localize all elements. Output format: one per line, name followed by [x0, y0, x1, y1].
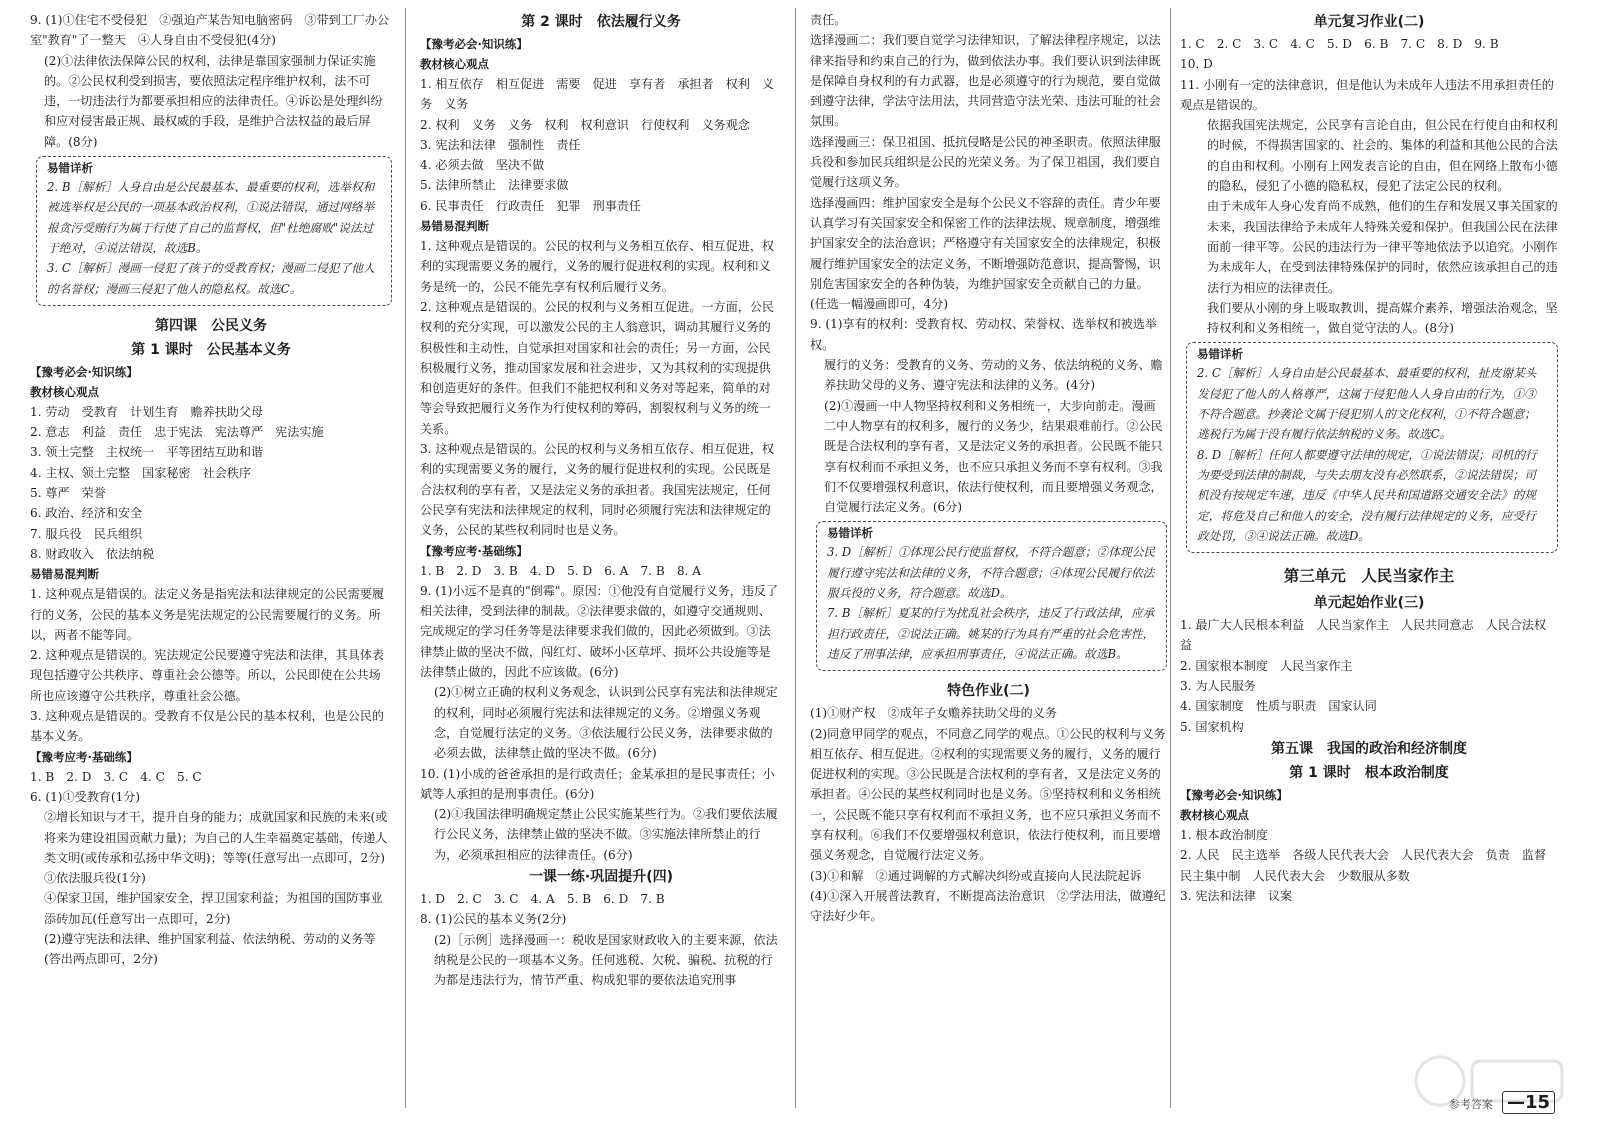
answer-q9-2: (2)①法律依法保障公民的权利，法律是靠国家强制力保证实施的。②公民权利受到损害，要依照法定程序维护权利，法不可违，一切违法行为都要承担相应的法律责任。④诉讼是处理纠纷和应对侵害最正规、最权威的手段，是维护合法权益的最后屏障。(8分) [44, 53, 383, 149]
error-analysis-box [816, 521, 1167, 671]
section-tag: 【豫考应考·基础练】 [420, 543, 528, 558]
answer-q10: (2)①我国法律明确规定禁止公民实施某些行为。②我们要依法履行公民义务，法律禁止做的坚决不做。③实施法律所禁止的行为，必须承担相应的法律责任。(6分) [434, 807, 778, 862]
core-item: 7. 服兵役 民兵组织 [30, 526, 143, 541]
core-item: 5. 法律所禁止 法律要求做 [420, 178, 569, 193]
section-tag: 【豫考必会·知识练】 [30, 364, 138, 379]
answer-continued: 选择漫画四：维护国家安全是每个公民义不容辞的责任。青少年要认真学习有关国家安全和保密工作的法律法规、规章制度，增强维护国家安全的法治意识；严格遵守有关国家安全的法律规定，积极履行维护国家安全的法定义务，不断增强防范意识，提高警惕，识别危害国家安全的各种伪装，为维护国家安全贡献自己的力量。 [810, 195, 1161, 291]
subsection-label: 教材核心观点 [420, 57, 489, 71]
page-footer [1449, 1092, 1555, 1113]
section-tag: 【豫考应考·基础练】 [30, 749, 138, 764]
footer-label: 参考答案 [1448, 1098, 1493, 1111]
answer-continued: 责任。 [810, 13, 847, 27]
start-item: 2. 国家根本制度 人民当家作主 [1180, 658, 1353, 673]
subsection-label: 易错易混判断 [420, 219, 489, 234]
answer-q9: 履行的义务：受教育的义务、劳动的义务、依法纳税的义务、赡养扶助父母的义务、遵守宪法和法律的义务。(4分) [824, 358, 1163, 393]
core-item: 2. 权利 义务 义务 权利 权利意识 行使权利 义务观念 [420, 117, 750, 132]
answer-continued: (任选一幅漫画即可，4分) [810, 297, 949, 312]
answer-q9: 9. (1)小远不是真的"倒霉"。原因：①他没有自觉履行义务，违反了相关法律，受到法律的制裁。②法律要求做的，如遵守交通规则、完成规定的学习任务等是法律要求我们做的，因此必须做到。③法律禁止做的坚决不做，闯红灯、破坏小区草坪、损坏公共设施等是法律禁止做的，因此不应该做。(6分) [420, 583, 779, 680]
answer-q9: (2)①漫画一中人物坚持权利和义务相统一，大步向前走。漫画二中人物享有的权利多，履行的义务少，结果艰难前行。②公民既是合法权利的享有者，又是法定义务的承担者。公民既不能只享有权利而不承担义务，也不应只承担义务而不享有权利。③我们不仅要增强权利意识，依法行使权利，而且要增强义务观念，自觉履行法定义务。(6分) [824, 398, 1163, 515]
mc-answers: 10. D [1180, 57, 1213, 72]
lesson-title: 第四课 公民义务 [155, 317, 267, 334]
judge-item: 2. 这种观点是错误的。公民的权利与义务相互促进。一方面，公民权利的充分实现，可以激发公民的主人翁意识，调动其履行义务的积极性和主动性，自觉承担对国家和社会的责任；另一方面，公民积极履行义务，推动国家发展和社会进步，又为其权利的实现提供和创造更好的条件。但我们不能把权利和义务对等起来，简单的对等会导致把履行义务作为行使权利的筹码，割裂权利与义务的统一关系。 [420, 299, 775, 436]
answer-continued: 选择漫画二：我们要自觉学习法律知识，了解法律程序规定，以法律来指导和约束自己的行为，做到依法办事。我们要认识到法律既是保障自身权利的有力武器，也是必须遵守的行为规范，要自觉做到遵守法律，学法守法用法，共同营造守法光荣、违法可耻的社会氛围。 [810, 33, 1161, 129]
answer-q9: (2)①树立正确的权利义务观念，认识到公民享有宪法和法律规定的权利，同时必须履行宪法和法律规定的义务。②增强义务观念，自觉履行法定的义务。③依法履行公民义务，法律要求做的必须去做，法律禁止做的坚决不做。(6分) [434, 685, 778, 761]
subsection-label: 教材核心观点 [1180, 807, 1249, 822]
error-analysis-box [1186, 342, 1558, 553]
start-item: 5. 国家机构 [1180, 719, 1244, 734]
feature-item: (1)①财产权 ②成年子女赡养扶助父母的义务 [810, 706, 1057, 721]
answer-continued: 选择漫画三：保卫祖国、抵抗侵略是公民的神圣职责。依照法律服兵役和参加民兵组织是公民的光荣义务。为了保卫祖国，我们要自觉履行这项义务。 [810, 134, 1161, 190]
column-1 [30, 10, 392, 970]
core-item: 8. 财政收入 依法纳税 [30, 546, 155, 561]
core-item: 4. 必须去做 坚决不做 [420, 158, 545, 173]
start-item: 1. 最广大人民根本利益 人民当家作主 人民共同意志 人民合法权益 [1180, 618, 1547, 653]
error-analysis-box [36, 156, 392, 306]
judge-item: 1. 这种观点是错误的。公民的权利与义务相互依存、相互促进，权利的实现需要义务的履行，义务的履行促进权利的实现。权利和义务是统一的，公民不能先享有权利后履行义务。 [420, 239, 775, 294]
error-analysis-item: 7. B［解析］夏某的行为扰乱社会秩序，违反了行政法律，应承担行政责任，②说法正确。姚某的行为具有严重的社会危害性，违反了刑事法律，应承担刑事责任，④说法正确。故选B。 [827, 606, 1155, 661]
core-item: 6. 民事责任 行政责任 犯罪 刑事责任 [420, 198, 641, 213]
answer-q8: (2)［示例］选择漫画一：税收是国家财政收入的主要来源，依法纳税是公民的一项基本义务。任何逃税、欠税、骗税、抗税的行为都是违法行为，情节严重、构成犯罪的要依法追究刑事 [434, 932, 778, 988]
core-item: 5. 尊严 荣誉 [30, 486, 106, 501]
core-item: 1. 根本政治制度 [1180, 827, 1268, 842]
core-item: 2. 意志 利益 责任 忠于宪法 宪法尊严 宪法实施 [30, 425, 324, 440]
core-item: 2. 人民 民主选举 各级人民代表大会 人民代表大会 负责 监督 民主集中制 人民代表大会 少数服从多数 [1180, 848, 1559, 883]
lesson-title: 第五课 我国的政治和经济制度 [1271, 740, 1467, 757]
feature-item: (4)①深入开展普法教育，不断提高法治意识 ②学法用法，做遵纪守法好少年。 [810, 888, 1166, 924]
answer-q8: 8. (1)公民的基本义务(2分) [420, 912, 567, 927]
error-analysis-item: 2. C［解析］人身自由是公民最基本、最重要的权利，扯皮谢某头发侵犯了他人的人格尊严，这属于侵犯他人人身自由的行为，①③不符合题意。抄袭论文属于侵犯别人的文化权利，①不符合题意；逃税行为属于没有履行依法纳税的义务。故选C。 [1197, 366, 1537, 442]
mc-answers: 1. B 2. D 3. C 4. C 5. C [30, 769, 202, 784]
mc-answers: 1. C 2. C 3. C 4. C 5. D 6. B 7. C 8. D 9. B [1180, 37, 1499, 51]
start-item: 3. 为人民服务 [1180, 679, 1256, 694]
mc-answers: 1. B 2. D 3. B 4. D 5. D 6. A 7. B 8. A [420, 563, 701, 578]
column-divider [405, 8, 406, 1108]
period-title: 第 2 课时 依法履行义务 [521, 14, 681, 30]
error-analysis-title: 易错详析 [827, 526, 873, 541]
period-title: 第 1 课时 根本政治制度 [1289, 764, 1449, 781]
core-item: 1. 劳动 受教育 计划生育 赡养扶助父母 [30, 404, 264, 419]
answer-q10: 10. (1)小成的爸爸承担的是行政责任；金某承担的是民事责任；小斌等人承担的是刑事责任。(6分) [420, 766, 775, 801]
answer-q11: 11. 小刚有一定的法律意识，但是他认为未成年人违法不用承担责任的观点是错误的。 [1180, 77, 1554, 112]
section-title: 特色作业(二) [947, 683, 1030, 700]
answer-q6: (2)遵守宪法和法律、维护国家利益、依法纳税、劳动的义务等(答出两点即可，2分) [44, 931, 376, 967]
error-analysis-item: 2. B［解析］人身自由是公民最基本、最重要的权利，选举权和被选举权是公民的一项基本政治权利，①说法错误，通过网络举报贪污受贿行为属于行使了自己的监督权，但"杜绝腐败"说法过于绝对，④说法错误，故选B。 [47, 180, 375, 255]
subsection-label: 易错易混判断 [30, 567, 99, 582]
answer-q11: 由于未成年人身心发育尚不成熟，他们的生存和发展又事关国家的未来，我国法律给予未成年人特殊关爱和保护。但我国公民在法律面前一律平等。公民的违法行为一律平等地依法予以追究。小刚作为未成年人，在受到法律特殊保护的同时，依然应该承担自己的违法行为相应的法律责任。 [1207, 199, 1558, 295]
answer-q9-1: 9. (1)①住宅不受侵犯 ②强迫产某告知电脑密码 ③带到工厂办公室"教育"了一整天 ④人身自由不受侵犯(4分) [30, 13, 390, 48]
core-item: 3. 宪法和法律 议案 [1180, 888, 1293, 903]
mc-answers: 1. D 2. C 3. C 4. A 5. B 6. D 7. B [420, 891, 665, 906]
section-title: 一课一练·巩固提升(四) [528, 868, 674, 885]
section-title: 单元起始作业(三) [1313, 595, 1425, 612]
judge-item: 3. 这种观点是错误的。公民的权利与义务相互依存、相互促进，权利的实现需要义务的履行，义务的履行促进权利的实现。公民既是合法权利的享有者，又是法定义务的承担者。我国宪法规定，任何公民享有宪法和法律规定的权利，同时必须履行宪法和法律规定的义务，公民的某些权利同时也是义务。 [420, 442, 775, 538]
column-3 [810, 10, 1167, 926]
period-title: 第 1 课时 公民基本义务 [131, 341, 291, 358]
core-item: 3. 领土完整 主权统一 平等团结互助和谐 [30, 445, 264, 460]
feature-item: (3)①和解 ②通过调解的方式解决纠纷或直接向人民法院起诉 [810, 868, 1142, 883]
feature-item: (2)同意甲同学的观点，不同意乙同学的观点。①公民的权利与义务相互依存、相互促进。②权利的实现需要义务的履行，义务的履行促进权利的实现。③公民既是合法权利的享有者，又是法定义务的承担者。④公民的某些权利同时也是义务。⑤坚持权利和义务相统一，公民既不能只享有权利而不承担义务，也不应只承担义务而不享有权利。⑥我们不仅要增强权利意识，依法行使权利，而且要增强义务观念，自觉履行法定义务。 [810, 726, 1166, 863]
error-analysis-item: 3. C［解析］漫画一侵犯了孩子的受教育权；漫画二侵犯了他人的名誉权；漫画三侵犯了他人的隐私权。故选C。 [47, 261, 375, 296]
error-analysis-item: 3. D［解析］①体现公民行使监督权，不符合题意；②体现公民履行遵守宪法和法律的义务，不符合题意；④体现公民履行依法服兵役的义务，符合题意。故选D。 [827, 545, 1156, 601]
answer-q6: ④保家卫国，维护国家安全，捍卫国家利益；为祖国的国防事业添砖加瓦(任意写出一点即可，2分) [44, 891, 383, 926]
unit-title: 第三单元 人民当家作主 [1283, 567, 1455, 586]
judge-item: 2. 这种观点是错误的。宪法规定公民要遵守宪法和法律，其具体表现包括遵守公共秩序、尊重社会公德等。所以，公民即使在公共场所也应该遵守公共秩序，尊重社会公德。 [30, 648, 385, 703]
core-item: 4. 主权、领土完整 国家秘密 社会秩序 [30, 465, 251, 480]
section-tag: 【豫考必会·知识练】 [1180, 787, 1288, 802]
column-2 [420, 10, 782, 990]
answer-q6: ③依法服兵役(1分) [44, 871, 146, 886]
subsection-label: 教材核心观点 [30, 384, 99, 399]
answer-q11: 依据我国宪法规定，公民享有言论自由，但公民在行使自由和权利的时候，不得损害国家的、社会的、集体的利益和其他公民的合法的自由和权利。小刚有上网发表言论的自由，但在网络上散布小德的隐私，侵犯了小德的隐私权，侵犯了法定公民的权利。 [1207, 118, 1558, 194]
column-4 [1180, 10, 1558, 906]
error-analysis-item: 8. D［解析］任何人都要遵守法律的规定，①说法错误；司机的行为要受到法律的制裁，与失去朋友没有必然联系，②说法错误；司机没有按规定车速，违反《中华人民共和国道路交通安全法》的规定，将危及自己和他人的安全，没有履行法律规定的义务，应受行政处罚，③④说法正确。故选D。 [1197, 447, 1537, 543]
section-tag: 【豫考必会·知识练】 [420, 37, 528, 51]
column-divider [795, 8, 796, 1108]
judge-item: 3. 这种观点是错误的。受教育不仅是公民的基本权利，也是公民的基本义务。 [30, 709, 385, 744]
page-number: —15 [1502, 1091, 1555, 1114]
answer-q9: 9. (1)享有的权利：受教育权、劳动权、荣誉权、选举权和被选举权。 [810, 317, 1157, 352]
start-item: 4. 国家制度 性质与职责 国家认同 [1180, 699, 1377, 714]
answer-q6: ②增长知识与才干，提升自身的能力；成就国家和民族的未来(或将来为建设祖国贡献力量)；为自己的人生幸福奠定基础，传递人类文明(或传承和弘扬中华文明)；等等(任意写出一点即可，2分) [44, 810, 388, 865]
section-title: 单元复习作业(二) [1313, 14, 1425, 30]
core-item: 3. 宪法和法律 强制性 责任 [420, 137, 581, 152]
column-divider [1170, 8, 1171, 1108]
answer-q11: 我们要从小刚的身上吸取教训，提高媒介素养，增强法治观念，坚持权利和义务相统一，做自觉守法的人。(8分) [1207, 300, 1558, 336]
core-item: 1. 相互依存 相互促进 需要 促进 享有者 承担者 权利 义务 义务 [420, 77, 775, 112]
error-analysis-title: 易错详析 [47, 161, 93, 176]
answer-q6: 6. (1)①受教育(1分) [30, 789, 141, 804]
judge-item: 1. 这种观点是错误的。法定义务是指宪法和法律规定的公民需要履行的义务，公民的基本义务是宪法规定的公民需要履行的义务。所以，两者不能等同。 [30, 587, 385, 642]
core-item: 6. 政治、经济和安全 [30, 506, 143, 521]
error-analysis-title: 易错详析 [1197, 347, 1243, 362]
